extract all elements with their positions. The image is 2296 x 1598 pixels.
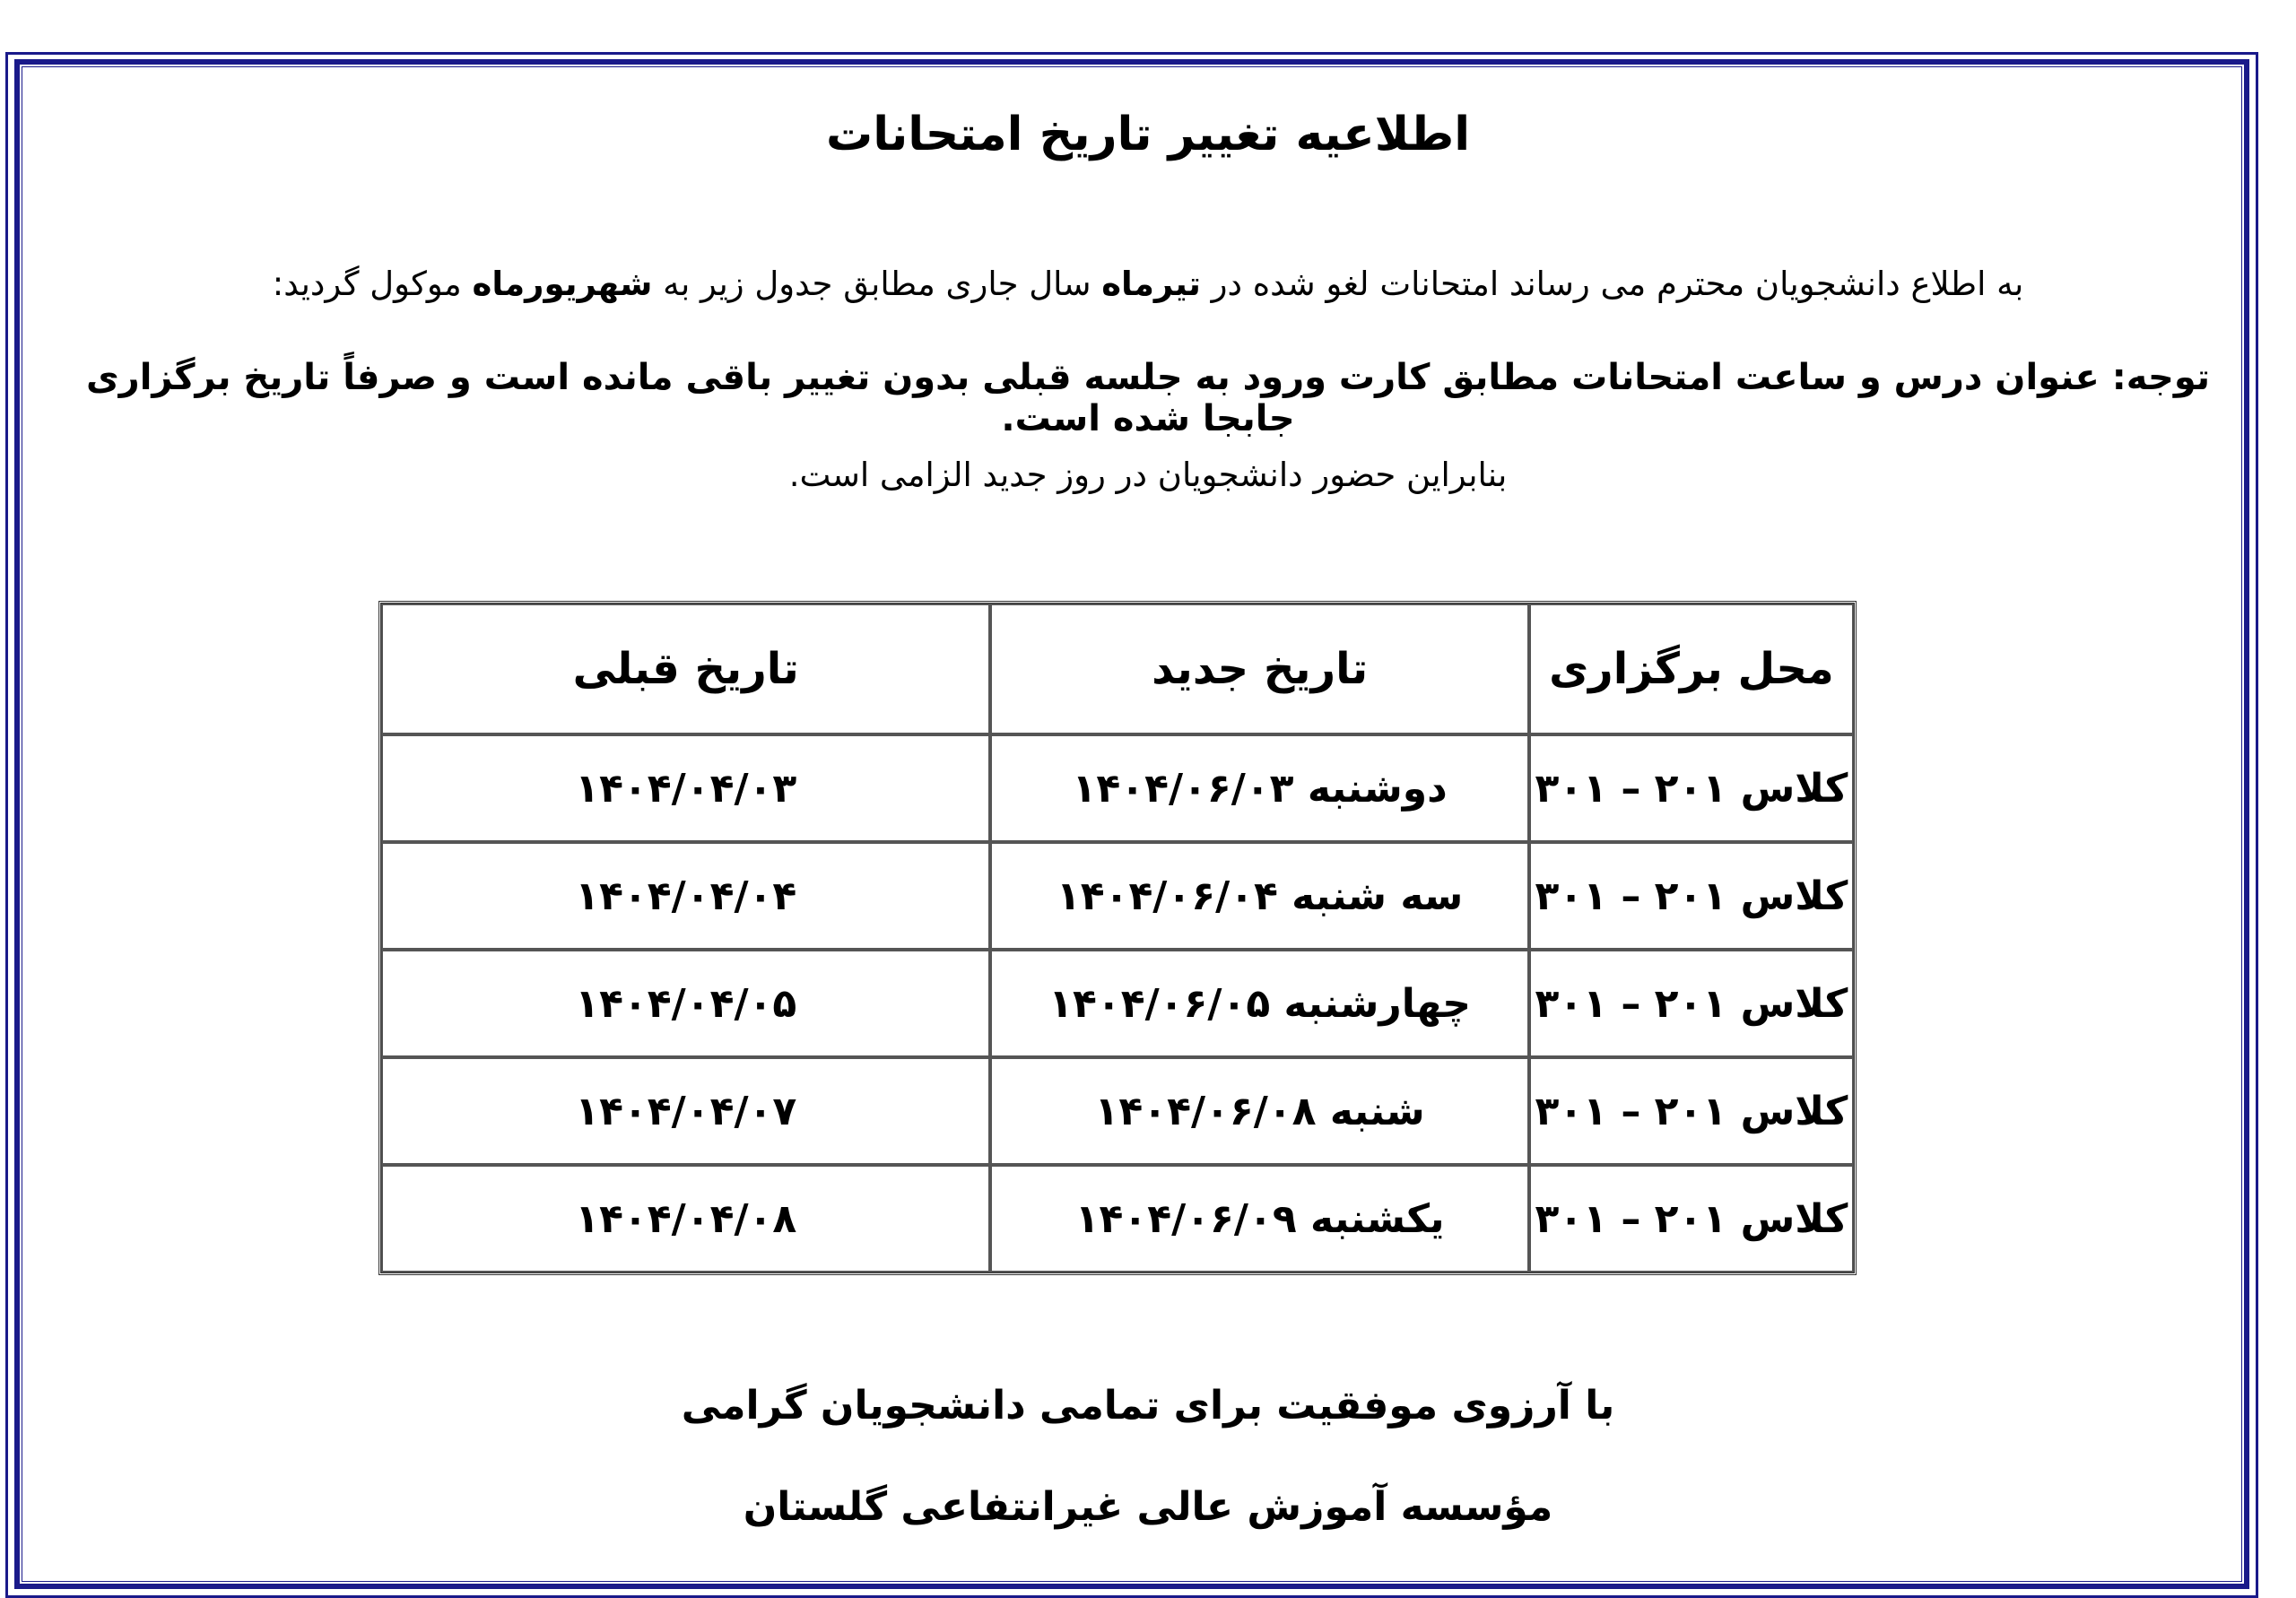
cell-new-date: یکشنبه ۱۴۰۴/۰۶/۰۹ (990, 1165, 1528, 1272)
institution-name: مؤسسه آموزش عالی غیرانتفاعی گلستان (743, 1484, 1553, 1530)
cell-place: کلاس ۲۰۱ – ۳۰۱ (1529, 842, 1854, 950)
page-title: اطلاعیه تغییر تاریخ امتحانات (825, 108, 1471, 161)
cell-new-date: دوشنبه ۱۴۰۴/۰۶/۰۳ (990, 734, 1528, 842)
cell-old-date: ۱۴۰۴/۰۴/۰۷ (381, 1057, 990, 1165)
cell-new-date: شنبه ۱۴۰۴/۰۶/۰۸ (990, 1057, 1528, 1165)
attention-note: توجه: عنوان درس و ساعت امتحانات مطابق کارت ورود به جلسه قبلی بدون تغییر باقی مانده است و صرفاً تاریخ برگزاری جابجا شده است. (86, 357, 2210, 439)
intro-month-cancelled: تیرماه (1101, 265, 1201, 303)
table-header-row (381, 604, 1854, 734)
intro-text-3: موکول گردید: (272, 265, 473, 303)
exam-schedule-table (378, 601, 1857, 1275)
header-new-date: تاریخ جدید (990, 604, 1528, 734)
cell-place: کلاس ۲۰۱ – ۳۰۱ (1529, 950, 1854, 1057)
header-old-date: تاریخ قبلی (381, 604, 990, 734)
cell-new-date: سه شنبه ۱۴۰۴/۰۶/۰۴ (990, 842, 1528, 950)
cell-old-date: ۱۴۰۴/۰۴/۰۸ (381, 1165, 990, 1272)
cell-old-date: ۱۴۰۴/۰۴/۰۵ (381, 950, 990, 1057)
table-row (381, 1057, 1854, 1165)
table-row (381, 842, 1854, 950)
cell-place: کلاس ۲۰۱ – ۳۰۱ (1529, 1057, 1854, 1165)
cell-old-date: ۱۴۰۴/۰۴/۰۴ (381, 842, 990, 950)
closing-wish: با آرزوی موفقیت برای تمامی دانشجویان گرامی (681, 1383, 1615, 1429)
intro-text-2: سال جاری مطابق جدول زیر به (652, 265, 1102, 303)
table-row (381, 950, 1854, 1057)
table-row (381, 734, 1854, 842)
intro-month-new: شهریورماه (472, 265, 653, 303)
intro-text-1: به اطلاع دانشجویان محترم می رساند امتحانات لغو شده در (1200, 265, 2024, 303)
table-row (381, 1165, 1854, 1272)
header-place: محل برگزاری (1529, 604, 1854, 734)
cell-place: کلاس ۲۰۱ – ۳۰۱ (1529, 734, 1854, 842)
intro-paragraph (54, 265, 2242, 303)
cell-place: کلاس ۲۰۱ – ۳۰۱ (1529, 1165, 1854, 1272)
cell-old-date: ۱۴۰۴/۰۴/۰۳ (381, 734, 990, 842)
presence-notice: بنابراین حضور دانشجویان در روز جدید الزامی است. (788, 456, 1508, 494)
cell-new-date: چهارشنبه ۱۴۰۴/۰۶/۰۵ (990, 950, 1528, 1057)
